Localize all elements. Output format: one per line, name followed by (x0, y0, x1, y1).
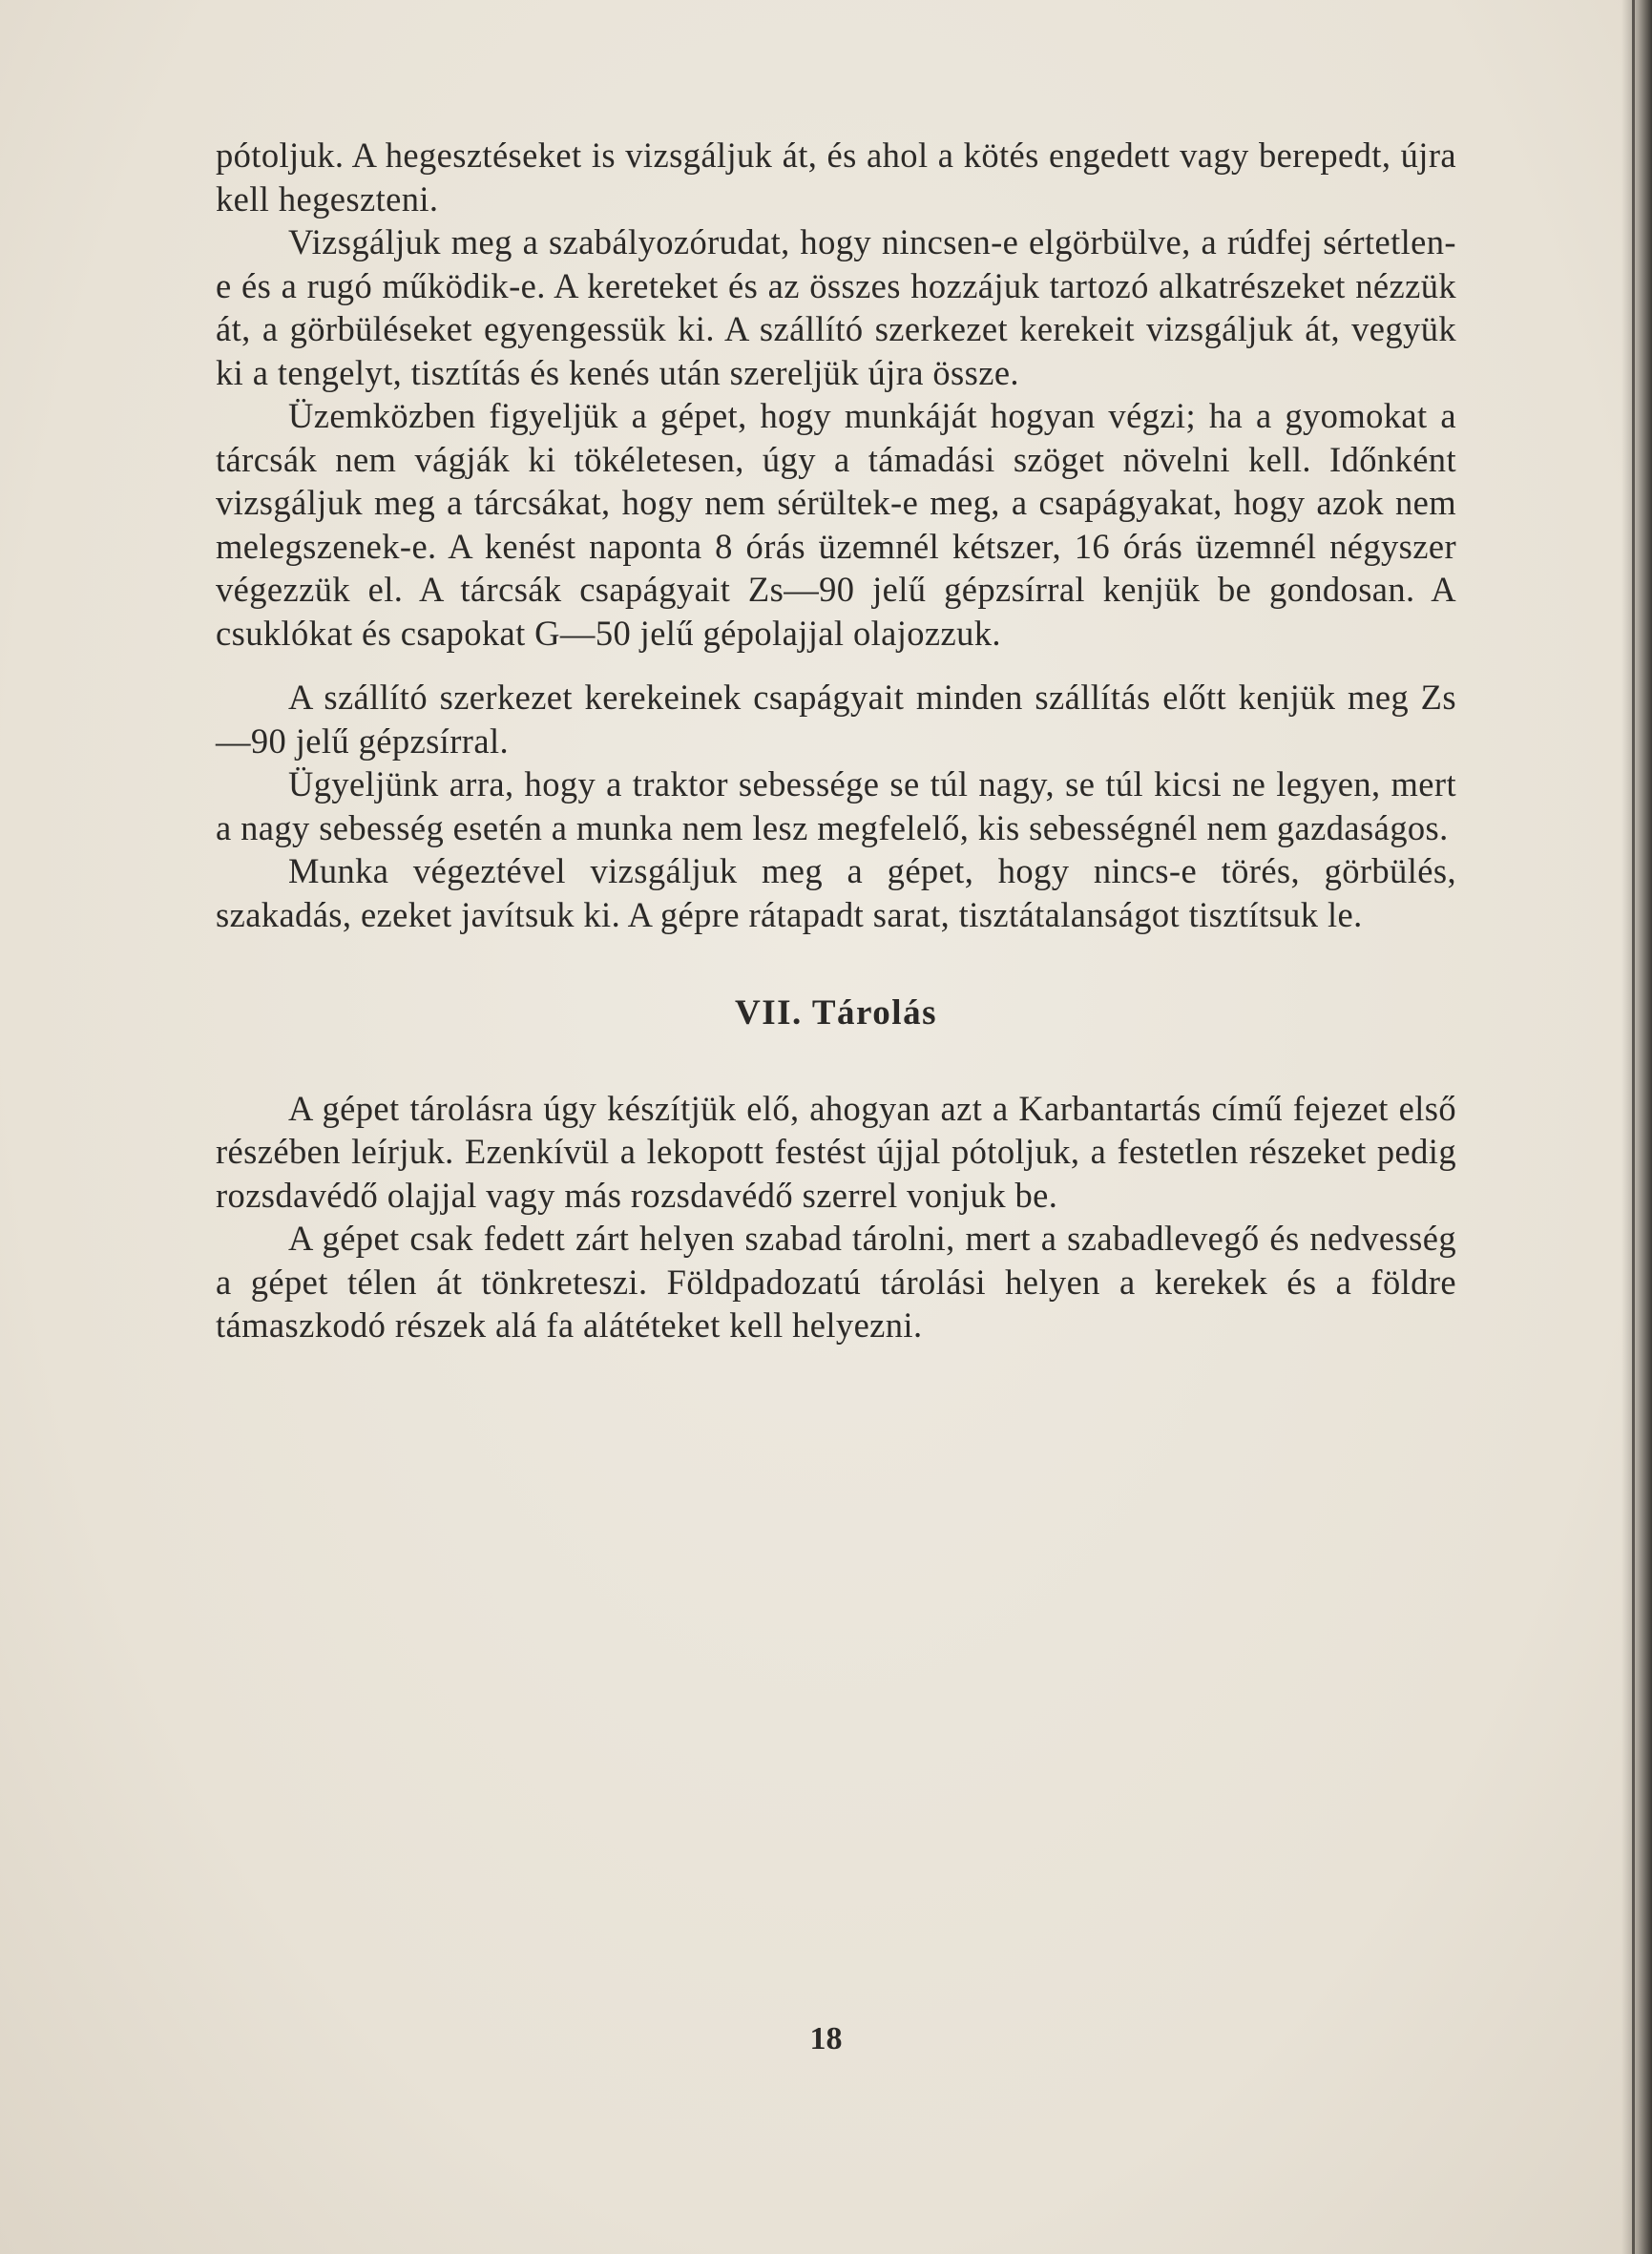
paragraph: A gépet tárolásra úgy készítjük elő, ahogyan azt a Karbantartás című fejezet első részében leírjuk. Ezenkívül a lekopott festést újjal pótoljuk, a festetlen részeket pedig rozsdavédő olajjal vagy más rozsdavédő szerrel vonjuk be. (216, 1088, 1456, 1215)
paragraph-gap (216, 655, 1456, 676)
section-heading: VII. Tárolás (735, 993, 937, 1033)
paragraph: Ügyeljünk arra, hogy a traktor sebessége se túl nagy, se túl kicsi ne legyen, mert a nagy sebesség esetén a munka nem lesz megfelelő, kis sebességnél nem gazdaságos. (216, 764, 1456, 847)
paragraph: pótoljuk. A hegesztéseket is vizsgáljuk át, és ahol a kötés engedett vagy berepedt, újra kell hegeszteni. (216, 136, 1456, 219)
paragraph: A gépet csak fedett zárt helyen szabad tárolni, mert a szabadlevegő és nedvesség a gépet télen át tönkreteszi. Földpadozatú tárolási helyen a kerekek és a földre támaszkodó részek alá fa alátéteket kell helyezni. (216, 1219, 1456, 1345)
body-text (216, 134, 1456, 1347)
page-number: 18 (809, 2021, 843, 2056)
binding-shadow (1621, 0, 1652, 2254)
paragraph: Vizsgáljuk meg a szabályozórudat, hogy nincsen-e elgörbülve, a rúdfej sértetlen-e és a rugó működik-e. A kereteket és az összes hozzájuk tartozó alkatrészeket nézzük át, a görbüléseket egyengessük ki. A szállító szerkezet kerekeit vizsgáljuk át, vegyük ki a tengelyt, tisztítás és kenés után szereljük újra össze. (216, 222, 1456, 392)
paragraph: Üzemközben figyeljük a gépet, hogy munkáját hogyan végzi; ha a gyomokat a tárcsák nem vágják ki tökéletesen, úgy a támadási szöget növelni kell. Időnként vizsgáljuk meg a tárcsákat, hogy nem sérültek-e meg, a csapágyakat, hogy azok nem melegszenek-e. A kenést naponta 8 órás üzemnél kétszer, 16 órás üzemnél négyszer végezzük el. A tárcsák csapágyait Zs—90 jelű gépzsírral kenjük be gondosan. A csuklókat és csapokat G—50 jelű gépolajjal olajozzuk. (216, 396, 1456, 653)
paragraph: A szállító szerkezet kerekeinek csapágyait minden szállítás előtt kenjük meg Zs—90 jelű gépzsírral. (216, 678, 1456, 761)
paragraph: Munka végeztével vizsgáljuk meg a gépet, hogy nincs-e törés, görbülés, szakadás, ezeket javítsuk ki. A gépre rátapadt sarat, tisztátalanságot tisztítsuk le. (216, 851, 1456, 934)
